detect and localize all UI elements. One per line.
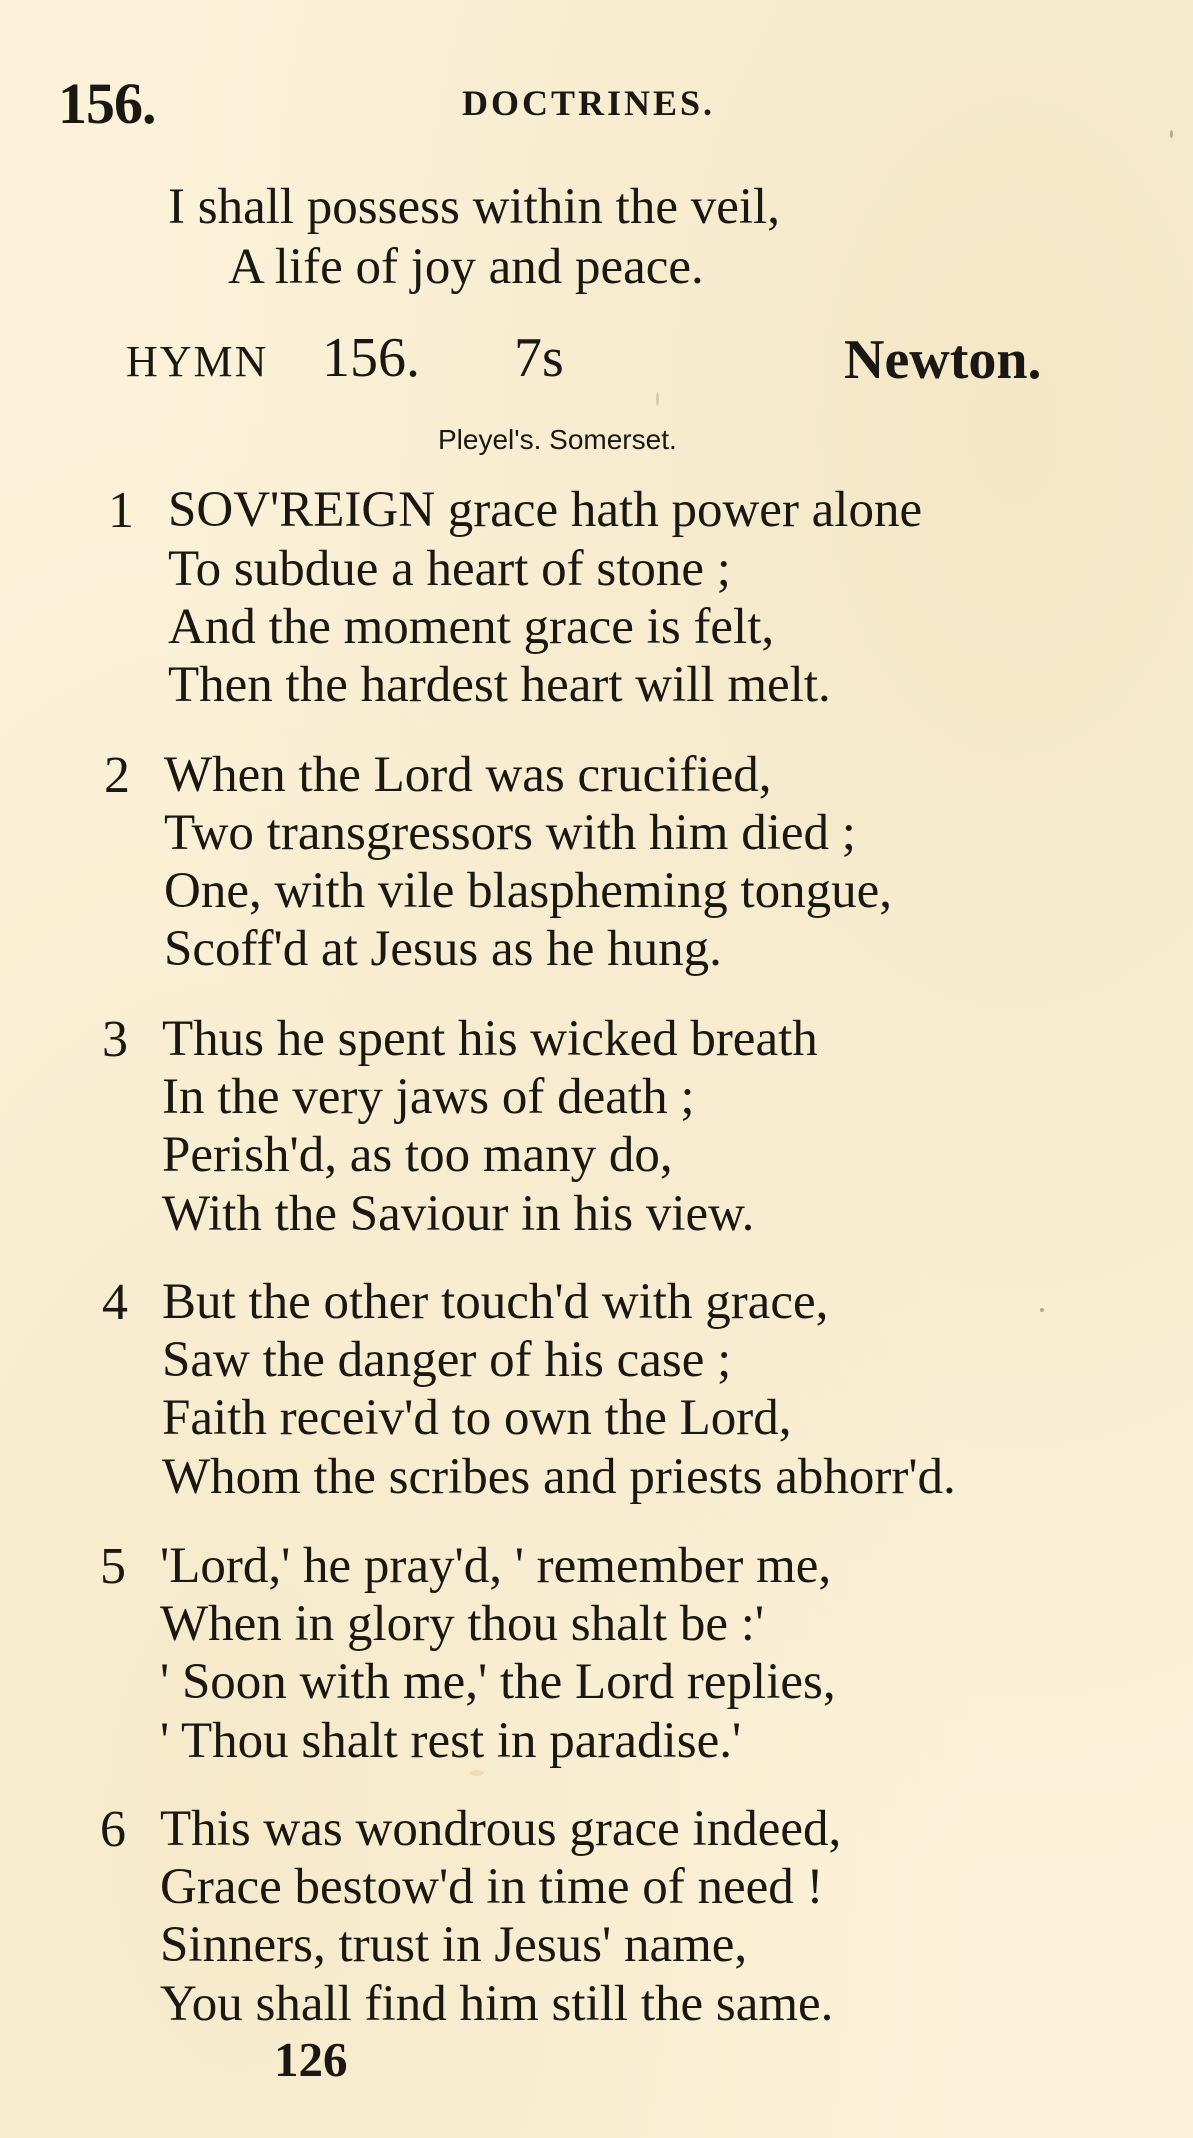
page-number: 156. xyxy=(58,71,156,136)
verse-number: 4 xyxy=(102,1274,128,1331)
verse-line: In the very jaws of death ; xyxy=(162,1069,695,1125)
verse-line: Grace bestow'd in time of need ! xyxy=(160,1859,824,1915)
verse-line: And the moment grace is felt, xyxy=(168,599,775,655)
verse-line: Sinners, trust in Jesus' name, xyxy=(160,1917,748,1973)
hymn-meter: 7s xyxy=(514,327,564,389)
verse-line: Then the hardest heart will melt. xyxy=(168,657,831,713)
verse-line: This was wondrous grace indeed, xyxy=(160,1801,842,1857)
verse-number: 3 xyxy=(102,1011,128,1068)
verse-line: ' Soon with me,' the Lord replies, xyxy=(160,1654,836,1710)
hymn-author: Newton. xyxy=(844,329,1042,391)
running-head: DOCTRINES. xyxy=(462,83,716,123)
verse-number: 2 xyxy=(104,747,130,804)
verse-number: 6 xyxy=(100,1801,126,1858)
paper-speck xyxy=(1040,1308,1044,1312)
verse-line: 'Lord,' he pray'd, ' remember me, xyxy=(160,1538,832,1594)
verse-line: Two transgressors with him died ; xyxy=(164,805,856,861)
verse-line: Saw the danger of his case ; xyxy=(162,1332,732,1388)
verse-line: You shall find him still the same. xyxy=(160,1976,834,2032)
paper-speck xyxy=(656,392,659,406)
verse-line: Thus he spent his wicked breath xyxy=(162,1011,818,1067)
verse-number: 5 xyxy=(100,1538,126,1595)
verse-line: SOV'REIGN grace hath power alone xyxy=(168,482,923,538)
hymn-label: HYMN xyxy=(126,337,269,386)
verse-line: But the other touch'd with grace, xyxy=(162,1274,829,1330)
paper-speck xyxy=(470,1770,484,1776)
verse-line: Scoff'd at Jesus as he hung. xyxy=(164,921,722,977)
verse-line: Faith receiv'd to own the Lord, xyxy=(162,1390,792,1446)
verse-number: 1 xyxy=(108,482,134,539)
verse-line: Perish'd, as too many do, xyxy=(162,1127,673,1183)
verse-line: One, with vile blaspheming tongue, xyxy=(164,863,893,919)
verse-line: When the Lord was crucified, xyxy=(164,747,772,803)
previous-hymn-line: I shall possess within the veil, xyxy=(168,179,780,235)
verse-line: ' Thou shalt rest in paradise.' xyxy=(160,1713,742,1769)
verse-line: When in glory thou shalt be :' xyxy=(160,1596,765,1652)
verse-line: Whom the scribes and priests abhorr'd. xyxy=(162,1449,956,1505)
paper-speck xyxy=(1170,130,1173,138)
tune-names: Pleyel's. Somerset. xyxy=(438,424,677,455)
hymn-number: 156. xyxy=(322,327,420,389)
verse-line: To subdue a heart of stone ; xyxy=(168,541,731,597)
verse-line: With the Saviour in his view. xyxy=(162,1186,755,1242)
signature-mark: 126 xyxy=(274,2032,348,2087)
previous-hymn-line: A life of joy and peace. xyxy=(228,239,704,295)
